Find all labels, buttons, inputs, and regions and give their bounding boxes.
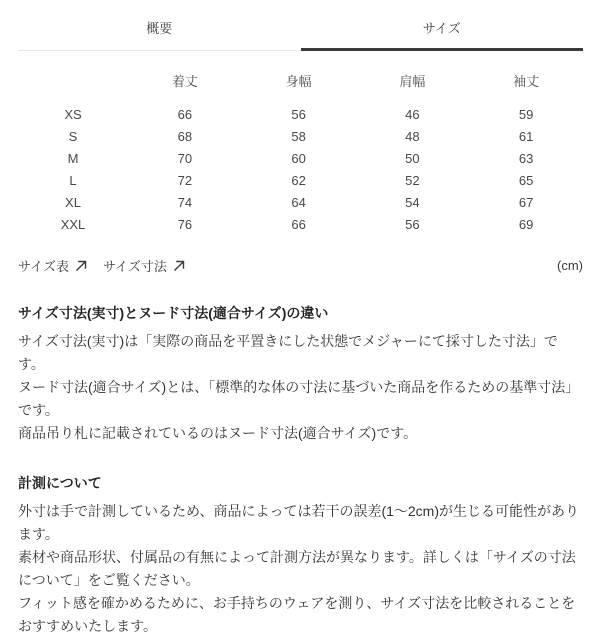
section-line: ヌード寸法(適合サイズ)とは、「標準的な体の寸法に基づいた商品を作るための基準寸法」です。 bbox=[18, 379, 580, 418]
cell-value: 61 bbox=[518, 128, 534, 144]
cell-value: 63 bbox=[518, 150, 534, 166]
section-about-measurement bbox=[18, 472, 582, 638]
column-header-body-width: 身幅 bbox=[285, 73, 312, 89]
cell-value: 50 bbox=[405, 150, 420, 166]
section-heading: 計測について bbox=[18, 475, 102, 491]
tab-overview[interactable] bbox=[18, 0, 301, 51]
cell-value: 52 bbox=[405, 172, 420, 188]
size-label: XXL bbox=[60, 216, 86, 232]
size-table-header bbox=[18, 65, 583, 95]
cell-value: 64 bbox=[291, 194, 306, 210]
size-chart-link[interactable] bbox=[18, 256, 87, 275]
section-line: サイズ寸法(実寸)は「実際の商品を平置きにした状態でメジャーにて採寸した寸法」です。 bbox=[18, 333, 558, 372]
size-label: XL bbox=[65, 194, 81, 210]
cell-value: 65 bbox=[518, 172, 534, 188]
size-measurement-link[interactable] bbox=[103, 256, 185, 275]
tab-bar bbox=[18, 0, 583, 51]
section-line: 素材や商品形状、付属品の有無によって計測方法が異なります。詳しくは「サイズの寸法について」をご覧ください。 bbox=[18, 549, 576, 588]
section-heading: サイズ寸法(実寸)とヌード寸法(適合サイズ)の違い bbox=[18, 305, 329, 321]
table-row bbox=[18, 147, 583, 169]
tab-overview-label: 概要 bbox=[146, 21, 173, 36]
table-row bbox=[18, 169, 583, 191]
cell-value: 48 bbox=[405, 128, 420, 144]
column-header-shoulder-width: 肩幅 bbox=[399, 73, 426, 89]
cell-value: 66 bbox=[177, 106, 193, 122]
section-line: 外寸は手で計測しているため、商品によっては若干の誤差(1～2cm)が生じる可能性があります。 bbox=[18, 503, 579, 542]
size-table bbox=[18, 65, 583, 235]
cell-value: 56 bbox=[405, 216, 420, 232]
cell-value: 60 bbox=[291, 150, 306, 166]
table-row bbox=[18, 191, 583, 213]
cell-value: 54 bbox=[405, 194, 420, 210]
unit-label: (cm) bbox=[557, 258, 583, 273]
cell-value: 72 bbox=[177, 172, 193, 188]
size-label: XS bbox=[64, 106, 82, 122]
cell-value: 46 bbox=[405, 106, 420, 122]
table-row bbox=[18, 213, 583, 235]
cell-value: 58 bbox=[291, 128, 306, 144]
column-header-sleeve-length: 袖丈 bbox=[513, 73, 540, 89]
tab-size-label: サイズ bbox=[422, 21, 461, 36]
cell-value: 69 bbox=[518, 216, 534, 232]
section-line: フィット感を確かめるために、お手持ちのウェアを測り、サイズ寸法を比較されることをおすすめいたします。 bbox=[18, 595, 576, 634]
cell-value: 74 bbox=[177, 194, 193, 210]
cell-value: 76 bbox=[177, 216, 193, 232]
links-row bbox=[18, 256, 583, 275]
table-row bbox=[18, 125, 583, 147]
cell-value: 67 bbox=[518, 194, 534, 210]
size-label: S bbox=[68, 128, 78, 144]
size-label: L bbox=[69, 172, 77, 188]
external-link-icon bbox=[173, 260, 185, 272]
section-line: 商品吊り札に記載されているのはヌード寸法(適合サイズ)です。 bbox=[18, 425, 418, 441]
size-label: M bbox=[67, 150, 79, 166]
cell-value: 62 bbox=[291, 172, 306, 188]
section-size-measurement-difference bbox=[18, 302, 582, 445]
cell-value: 59 bbox=[518, 106, 534, 122]
table-row bbox=[18, 103, 583, 125]
size-measurement-link-label: サイズ寸法 bbox=[102, 259, 167, 274]
tab-size[interactable] bbox=[301, 0, 584, 51]
cell-value: 56 bbox=[291, 106, 306, 122]
column-header-length: 着丈 bbox=[171, 73, 198, 89]
size-chart-link-label: サイズ表 bbox=[18, 259, 69, 274]
cell-value: 70 bbox=[177, 150, 193, 166]
cell-value: 68 bbox=[177, 128, 193, 144]
cell-value: 66 bbox=[291, 216, 306, 232]
external-link-icon bbox=[75, 260, 87, 272]
